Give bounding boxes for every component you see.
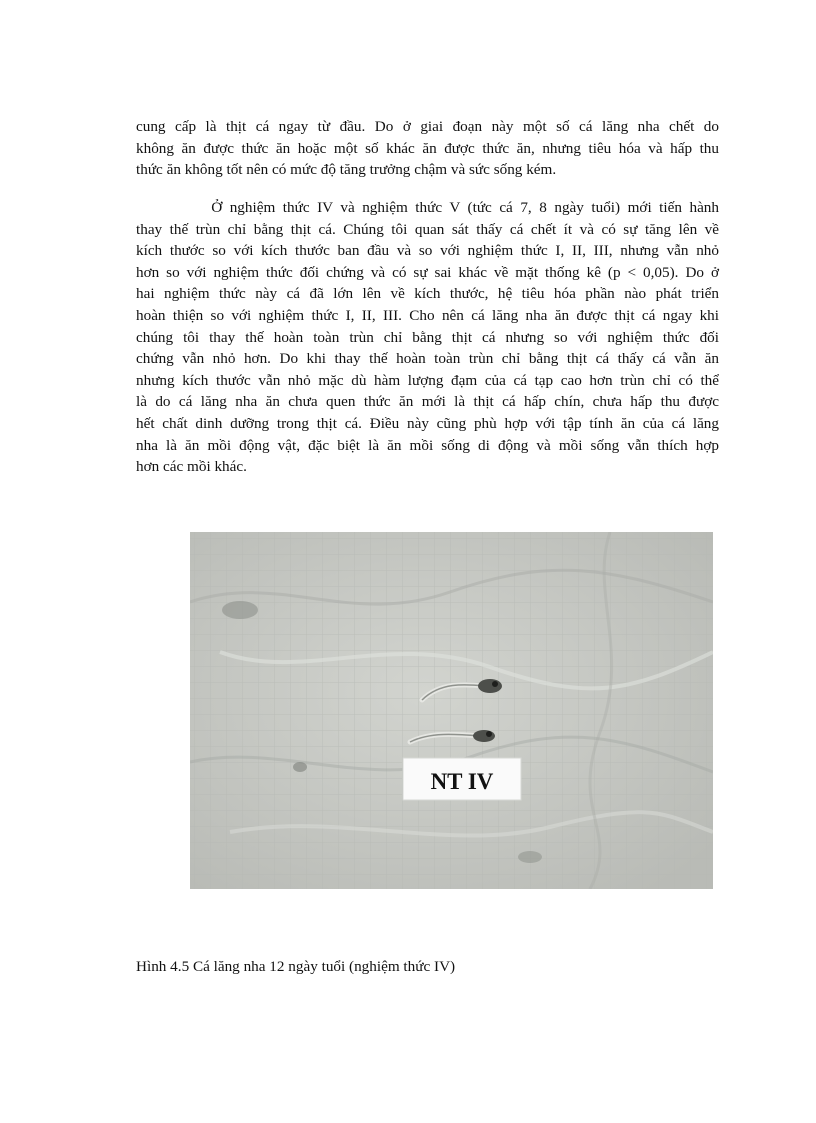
nt-label-card — [403, 758, 521, 800]
text-line: là do cá lăng nha ăn chưa quen thức ăn mới là thịt cá hấp chín, chưa hấp thu được — [136, 393, 719, 411]
text-line: kích thước so với kích thước ban đầu và so với nghiệm thức I, II, III, nhưng vẫn nhỏ — [136, 242, 719, 260]
nt-label: NT IV — [430, 769, 494, 794]
paragraph-2 — [136, 197, 719, 478]
fish-photo — [190, 532, 713, 889]
text-line: hoàn thiện so với nghiệm thức I, II, III. Cho nên cá lăng nha ăn được thịt cá ngay khi — [136, 306, 719, 324]
text-line: cung cấp là thịt cá ngay từ đầu. Do ở giai đoạn này một số cá lăng nha chết do — [136, 118, 719, 135]
text-line: hơn các mồi khác. — [136, 458, 247, 476]
text-line: chứng vẫn nhỏ hơn. Do khi thay thế hoàn toàn trùn chỉ bằng thịt cá thấy cá vẫn ăn — [136, 350, 719, 368]
text-line: nha là ăn mồi động vật, đặc biệt là ăn mồi sống di động và mồi sống vẫn thích hợp — [136, 436, 719, 454]
text-line: nhưng kích thước vẫn nhỏ mặc dù hàm lượng đạm của cá tạp cao hơn trùn chỉ có thể — [136, 371, 719, 389]
text-line: thức ăn không tốt nên có mức độ tăng trưởng chậm và sức sống kém. — [136, 161, 557, 179]
photo-illustration — [190, 532, 713, 889]
text-line: thay thế trùn chỉ bằng thịt cá. Chúng tôi quan sát thấy cá chết ít và có sự tăng lên về — [136, 220, 719, 238]
paragraph-1 — [136, 116, 719, 181]
text-line: hai nghiệm thức này cá đã lớn lên về kích thước, hệ tiêu hóa phần nào phát triển — [136, 285, 719, 303]
text-line: không ăn được thức ăn hoặc một số khác ăn được thức ăn, nhưng tiêu hóa và hấp thu — [136, 139, 719, 157]
text-line: hơn so với nghiệm thức đối chứng và có sự sai khác về mặt thống kê (p < 0,05). Do ở — [136, 263, 719, 281]
text-line: hết chất dinh dưỡng trong thịt cá. Điều này cũng phù hợp với tập tính ăn của cá lăng — [136, 414, 719, 432]
figure-caption: Hình 4.5 Cá lăng nha 12 ngày tuổi (nghiệm thức IV) — [136, 958, 456, 975]
text-line: Ở nghiệm thức IV và nghiệm thức V (tức cá 7, 8 ngày tuổi) mới tiến hành — [136, 199, 719, 216]
text-line: chúng tôi thay thế hoàn toàn trùn chỉ bằng thịt cá nhưng so với nghiệm thức đối — [136, 328, 719, 346]
